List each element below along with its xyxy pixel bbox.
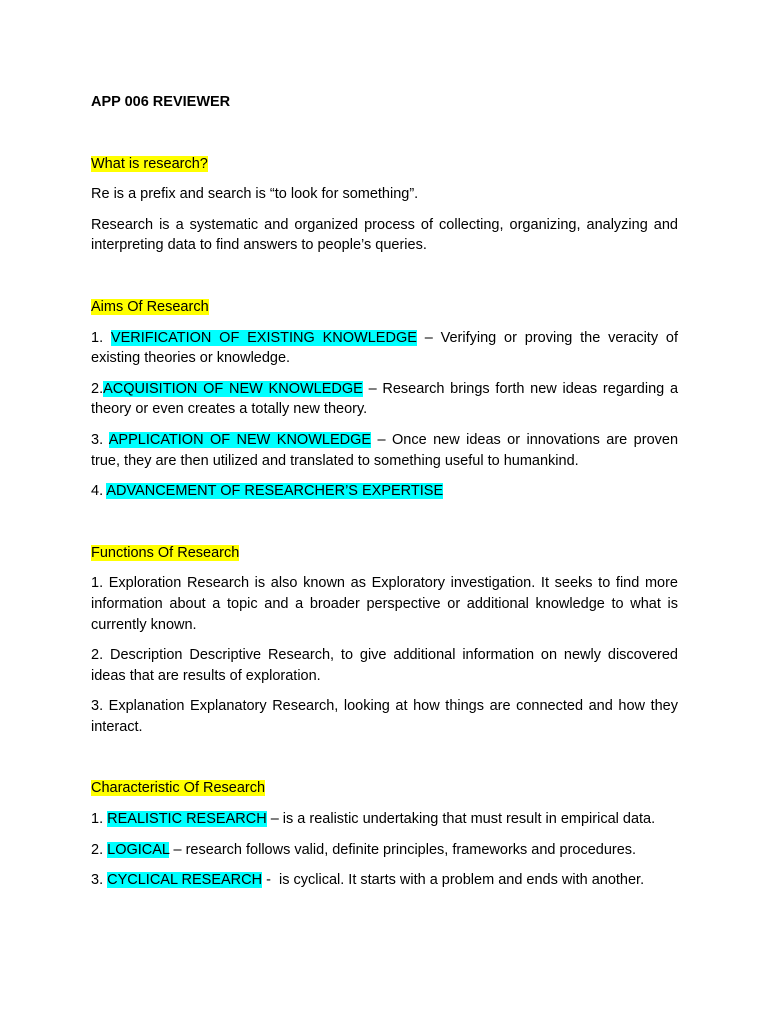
- list-item: [91, 840, 678, 861]
- item-term: APPLICATION OF NEW KNOWLEDGE: [108, 431, 372, 448]
- list-item: [91, 430, 678, 471]
- item-term: ACQUISITION OF NEW KNOWLEDGE: [103, 380, 363, 397]
- section-heading: Characteristic Of Research: [91, 780, 266, 797]
- item-number: 3.: [91, 872, 108, 889]
- item-description: – research follows valid, definite principles, frameworks and procedures.: [169, 841, 637, 858]
- list-item: 3. Explanation Explanatory Research, looking at how things are connected and how they interact.: [91, 698, 678, 735]
- paragraph: Research is a systematic and organized process of collecting, organizing, analyzing and interpreting data to find answers to people’s queries.: [91, 216, 678, 254]
- list-item: 1. Exploration Research is also known as Exploratory investigation. It seeks to find more information about a topic and a broader perspective or additional knowledge to what is currently known.: [91, 575, 678, 633]
- item-term: REALISTIC RESEARCH: [107, 811, 267, 828]
- item-number: 4.: [91, 483, 107, 500]
- section-heading: Aims Of Research: [91, 298, 209, 315]
- list-item: 2. Description Descriptive Research, to give additional information on newly discovered ideas that are results of exploration.: [91, 647, 678, 684]
- item-term: VERIFICATION OF EXISTING KNOWLEDGE: [110, 329, 417, 346]
- item-description: – is a realistic undertaking that must result in empirical data.: [266, 811, 656, 828]
- item-number: 2.: [91, 841, 108, 858]
- item-term: ADVANCEMENT OF RESEARCHER’S EXPERTISE: [106, 483, 444, 500]
- list-item: [91, 809, 678, 830]
- item-description: – Verifying or proving the veracity of existing theories or knowledge.: [91, 329, 678, 367]
- section-heading: What is research?: [91, 155, 208, 172]
- document-body: [91, 92, 678, 891]
- item-number: 1.: [91, 329, 111, 346]
- item-term: LOGICAL: [107, 841, 170, 858]
- item-number: 2.: [91, 380, 104, 397]
- section-characteristic-of-research: [91, 778, 678, 890]
- list-item: [91, 328, 678, 369]
- item-term: CYCLICAL RESEARCH: [107, 872, 263, 889]
- list-item: [91, 481, 678, 502]
- section-aims-of-research: [91, 297, 678, 502]
- item-description: - is cyclical. It starts with a problem and ends with another.: [262, 872, 645, 889]
- paragraph: Re is a prefix and search is “to look for something”.: [91, 186, 419, 203]
- item-number: 1.: [91, 811, 108, 828]
- section-heading: Functions Of Research: [91, 544, 240, 561]
- document-title: APP 006 REVIEWER: [91, 94, 231, 110]
- item-number: 3.: [91, 431, 109, 448]
- list-item: [91, 870, 678, 891]
- item-description: – Research brings forth new ideas regarding a theory or even creates a totally new theory.: [91, 380, 679, 418]
- section-functions-of-research: [91, 543, 678, 738]
- item-description: – Once new ideas or innovations are proven true, they are then utilized and translated to something useful to humankind.: [91, 431, 679, 469]
- list-item: [91, 379, 678, 420]
- section-what-is-research: [91, 154, 678, 256]
